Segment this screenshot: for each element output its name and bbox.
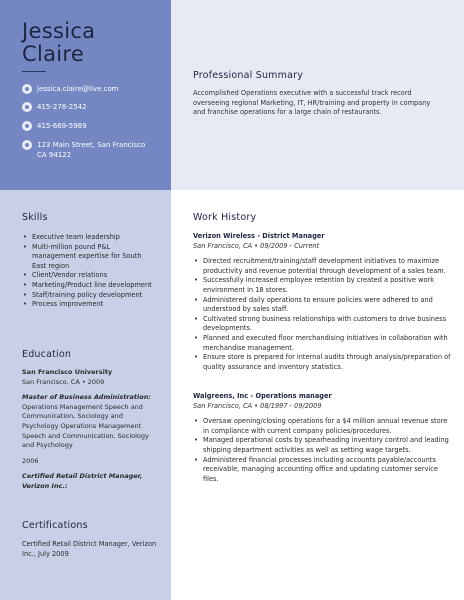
contact-phone[interactable]: 415-278-2542 [22, 102, 157, 112]
certification-text: Certified Retail District Manager, Verizon Inc., July 2009 [22, 540, 157, 558]
contact-address: 123 Main Street, San Francisco CA 94122 [22, 140, 157, 160]
degree-name: Master of Business Administration: [22, 393, 151, 402]
work-history-heading: Work History [193, 212, 257, 223]
candidate-name [22, 20, 95, 66]
first-name: Jessica [22, 19, 96, 43]
list-item: • Ensure store is prepared for internal audits through analysis/preparation of quality assurance and inventory statistics. [193, 353, 451, 372]
list-item: • Process improvement [22, 300, 154, 310]
list-item: • Client/Vendor relations [22, 271, 154, 281]
contact-email[interactable]: jessica.claire@live.com [22, 84, 157, 94]
education-year: 2006 [22, 456, 39, 465]
job-bullets [193, 257, 451, 372]
list-item: • Multi-million pound P&L management expertise for South East region [22, 243, 154, 272]
education-heading: Education [22, 349, 72, 360]
school-location-year: San Francisco, CA • 2009 [22, 377, 105, 386]
list-item: • Administered daily operations to ensure policies were adhered to and understood by sales staff. [193, 296, 451, 315]
job-meta: San Francisco, CA • 09/2009 - Current [193, 241, 320, 250]
name-divider [22, 71, 46, 72]
list-item: • Oversaw opening/closing operations for a $4 million annual revenue store in compliance with current company policies/procedures. [193, 417, 451, 436]
list-item: • Planned and executed floor merchandising initiatives in collaboration with merchandise management. [193, 334, 451, 353]
contact-mobile[interactable]: 415-669-5989 [22, 121, 157, 131]
list-item: • Cultivated strong business relationships with customers to drive business developments. [193, 315, 451, 334]
job-entry-verizon [193, 232, 451, 372]
list-item: • Managed operational costs by spearheading inventory control and leading shipping department activities as well as setting wage targets. [193, 436, 451, 455]
list-item: • Staff/training policy development [22, 291, 154, 301]
summary-heading: Professional Summary [193, 70, 304, 81]
list-item: • Executive team leadership [22, 233, 154, 243]
last-name: Claire [22, 42, 85, 66]
job-meta: San Francisco, CA • 08/1997 - 09/2009 [193, 401, 322, 410]
list-item: • Marketing/Product line development [22, 281, 154, 291]
certifications-heading: Certifications [22, 520, 88, 531]
certificate-name: Certified Retail District Manager, Verizon Inc.: [22, 472, 143, 490]
email-icon [22, 84, 32, 94]
skills-heading: Skills [22, 212, 48, 223]
mobile-icon [22, 121, 32, 131]
job-entry-walgreens [193, 392, 451, 484]
education-block [22, 368, 157, 492]
job-title: Walgreens, Inc - Operations manager [193, 392, 332, 400]
school-name: San Francisco University [22, 368, 113, 376]
list-item: • Successfully increased employee retention by created a positive work environment in 18 stores. [193, 276, 451, 295]
job-bullets [193, 417, 451, 484]
job-title: Verizon Wireless - District Manager [193, 232, 325, 240]
phone-icon [22, 102, 32, 112]
location-icon [22, 140, 32, 150]
list-item: • Directed recruitment/training/staff development initiatives to maximize productivity and revenue potential through development of a sales team. [193, 257, 451, 276]
skills-list [22, 233, 154, 310]
degree-fields: Operations Management Speech and Communication, Sociology and Psychology Operations Management Speech and Communication, Sociology and Psychology [22, 402, 149, 450]
summary-text: Accomplished Operations executive with a successful track record overseeing regional Marketing, IT, HR/training and property in company and franchise operations for a large chain of restaurants. [193, 89, 431, 117]
list-item: • Administered financial processes including accounts payable/accounts receivable, managing accounting office and updating customer service files. [193, 456, 451, 485]
